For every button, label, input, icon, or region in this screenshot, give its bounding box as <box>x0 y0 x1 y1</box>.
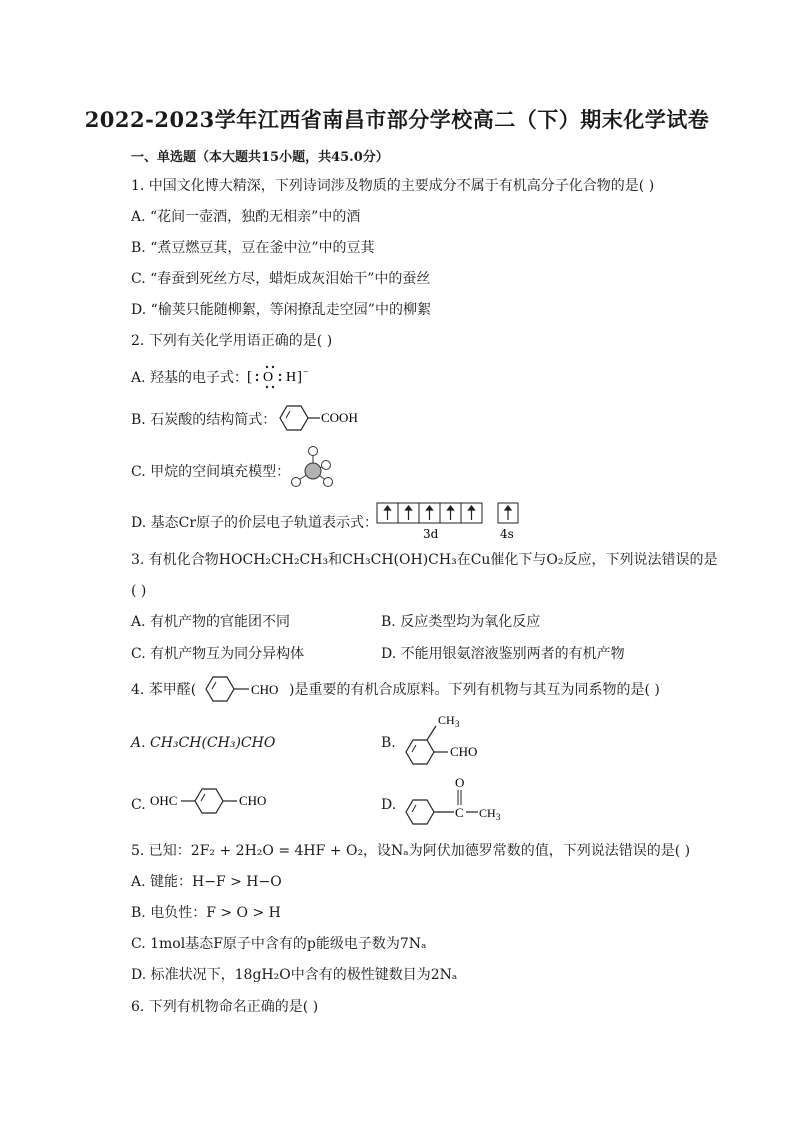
svg-text:[: [ <box>247 369 252 385</box>
svg-text:C: C <box>455 805 464 820</box>
svg-text:O: O <box>455 775 465 790</box>
question-1-option-d: D. “榆荚只能随柳絮，等闲撩乱走空园”中的柳絮 <box>131 302 431 318</box>
cooh-label: COOH <box>321 410 358 425</box>
question-5-stem: 5. 已知：2F₂ + 2H₂O = 4HF + O₂，设Nₐ为阿伏加德罗常数的值，下列说法错误的是( ) <box>131 843 691 859</box>
orbital-4s-label: 4s <box>500 527 514 541</box>
svg-text:−: − <box>303 367 309 378</box>
question-3-paren: ( ) <box>131 583 147 599</box>
question-1-stem: 1. 中国文化博大精深，下列诗词涉及物质的主要成分不属于有机高分子化合物的是( ) <box>131 178 655 194</box>
svg-text:OHC: OHC <box>150 793 178 808</box>
question-1-option-a: A. “花间一壶酒，独酌无相亲”中的酒 <box>131 209 361 225</box>
question-4-stem-post: )是重要的有机合成原料。下列有机物与其互为同系物的是( ) <box>289 682 660 698</box>
methane-space-filling-model <box>288 444 336 492</box>
terephthalaldehyde-structure <box>149 782 279 820</box>
question-5-option-c: C. 1mol基态F原子中含有的p能级电子数为7Nₐ <box>131 936 427 952</box>
question-4-option-d-label: D. <box>381 797 397 813</box>
svg-text:CHO: CHO <box>450 744 478 759</box>
question-4-option-b-label: B. <box>381 735 396 751</box>
methylbenzaldehyde-structure <box>398 708 498 772</box>
question-5-option-b: B. 电负性：F > O > H <box>131 905 281 921</box>
question-4-option-c-label: C. <box>131 797 146 813</box>
acetophenone-structure <box>398 774 508 832</box>
hydroxyl-electron-formula <box>246 364 316 390</box>
question-5-option-a: A. 键能：H−F > H−O <box>131 874 282 890</box>
svg-text:CH: CH <box>438 713 455 727</box>
svg-text:3: 3 <box>455 719 460 729</box>
question-3-option-b: B. 反应类型均为氧化反应 <box>381 614 541 630</box>
question-4-stem-pre: 4. 苯甲醛( <box>131 682 197 698</box>
question-3-option-c: C. 有机产物互为同分异构体 <box>131 646 305 662</box>
svg-text:H: H <box>286 370 297 385</box>
question-2-stem: 2. 下列有关化学用语正确的是( ) <box>131 333 333 349</box>
svg-text:O: O <box>263 370 274 385</box>
benzaldehyde-structure <box>203 670 293 708</box>
question-6-stem: 6. 下列有机物命名正确的是( ) <box>131 999 319 1015</box>
section-heading: 一、单选题（本大题共15小题，共45.0分） <box>131 150 389 165</box>
benzoic-acid-structure <box>272 398 372 438</box>
question-5-option-d: D. 标准状况下，18gH₂O中含有的极性键数目为2Nₐ <box>131 967 458 983</box>
cr-orbital-diagram <box>376 502 526 542</box>
svg-text:3: 3 <box>496 812 501 822</box>
question-3-option-a: A. 有机产物的官能团不同 <box>131 614 291 630</box>
question-2-option-a: A. 羟基的电子式： <box>131 370 249 386</box>
svg-text:]: ] <box>297 369 302 385</box>
question-1-option-b: B. “煮豆燃豆萁，豆在釜中泣”中的豆萁 <box>131 240 375 256</box>
question-2-option-c: C. 甲烷的空间填充模型： <box>131 464 291 480</box>
question-3-option-d: D. 不能用银氨溶液鉴别两者的有机产物 <box>381 646 625 662</box>
question-4-option-a: A. CH₃CH(CH₃)CHO <box>131 735 276 751</box>
svg-text:CHO: CHO <box>239 793 267 808</box>
svg-text:CH: CH <box>479 806 496 820</box>
cho-label: CHO <box>251 682 279 697</box>
question-3-stem: 3. 有机化合物HOCH₂CH₂CH₃和CH₃CH(OH)CH₃在Cu催化下与O₂反应，下列说法错误的是 <box>131 552 718 568</box>
page-title: 2022-2023学年江西省南昌市部分学校高二（下）期末化学试卷 <box>84 107 710 132</box>
question-1-option-c: C. “春蚕到死丝方尽，蜡炬成灰泪始干”中的蚕丝 <box>131 271 431 287</box>
question-2-option-d: D. 基态Cr原子的价层电子轨道表示式： <box>131 515 379 531</box>
orbital-3d-label: 3d <box>423 527 439 541</box>
question-2-option-b: B. 石炭酸的结构简式： <box>131 412 277 428</box>
